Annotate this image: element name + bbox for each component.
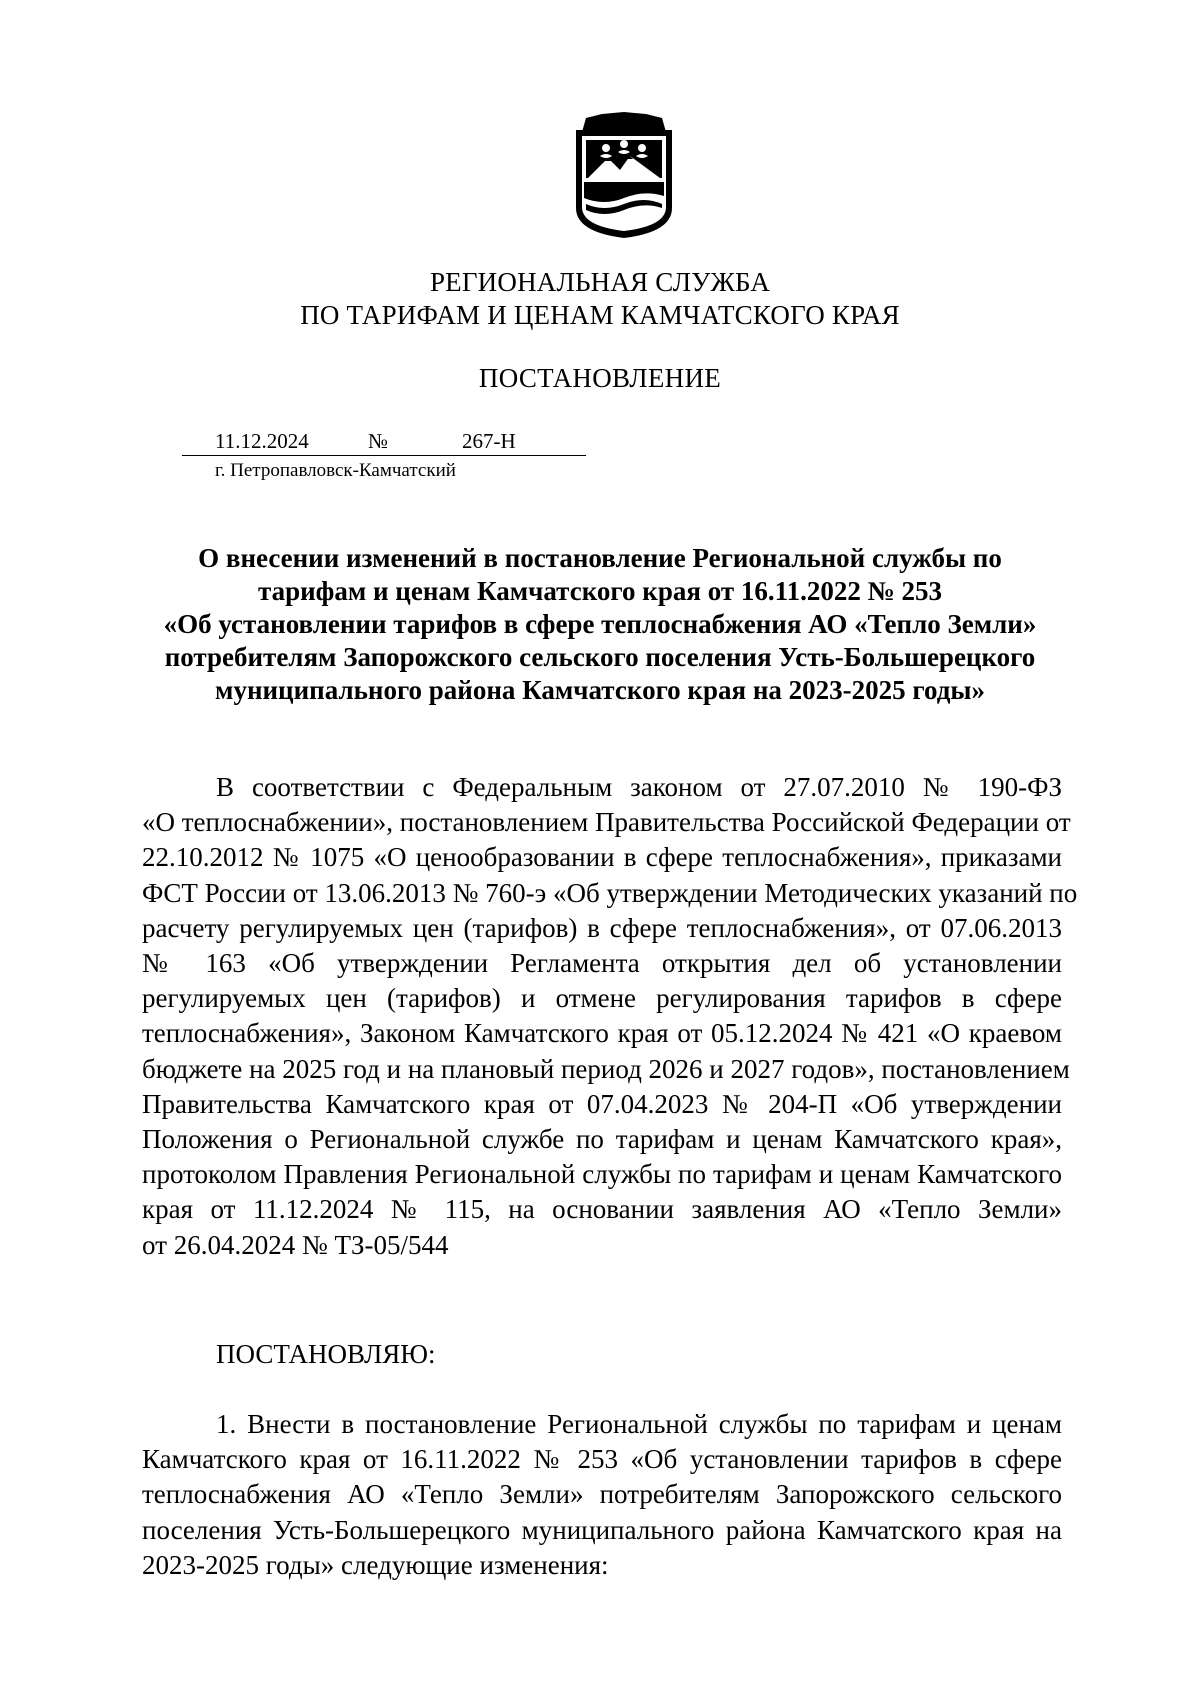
document-date: 11.12.2024: [215, 429, 309, 453]
paragraph-line: от 26.04.2024 № ТЗ-05/544: [142, 1229, 449, 1260]
paragraph-line: «О теплоснабжении», постановлением Правительства Российской Федерации от: [142, 807, 1071, 838]
title-line: О внесении изменений в постановление Региональной службы по: [198, 543, 1002, 573]
paragraph-line: Камчатского края от 16.11.2022 № 253 «Об установлении тарифов в сфере: [142, 1444, 1062, 1475]
title-line: «Об установлении тарифов в сфере теплоснабжения АО «Тепло Земли»: [163, 609, 1037, 639]
paragraph-line: 1. Внести в постановление Региональной службы по тарифам и ценам: [216, 1409, 1062, 1439]
paragraph-line: ФСТ России от 13.06.2013 № 760-э «Об утверждении Методических указаний по: [142, 877, 1078, 908]
document-number: 267-Н: [462, 429, 516, 453]
number-label: №: [368, 429, 389, 453]
paragraph-line: теплоснабжения», Законом Камчатского края от 05.12.2024 № 421 «О краевом: [142, 1018, 1062, 1049]
paragraph-line: теплоснабжения АО «Тепло Земли» потребителям Запорожского сельского: [142, 1479, 1062, 1510]
resolve-heading: ПОСТАНОВЛЯЮ:: [216, 1339, 436, 1369]
title-line: потребителям Запорожского сельского поселения Усть-Большерецкого: [164, 642, 1036, 672]
paragraph-line: 2023-2025 годы» следующие изменения:: [142, 1549, 609, 1580]
title-line: тарифам и ценам Камчатского края от 16.11.2022 № 253: [257, 576, 943, 606]
clause-1-paragraph: [142, 1407, 1062, 1583]
paragraph-line: расчету регулируемых цен (тарифов) в сфере теплоснабжения», от 07.06.2013: [142, 912, 1062, 943]
city-of-issue: г. Петропавловск-Камчатский: [215, 460, 456, 481]
kamchatka-coat-of-arms-icon: [572, 112, 676, 240]
date-number-line: [182, 427, 586, 456]
paragraph-line: В соответствии с Федеральным законом от 27.07.2010 № 190-ФЗ: [216, 772, 1062, 802]
paragraph-line: протоколом Правления Региональной службы по тарифам и ценам Камчатского: [142, 1159, 1062, 1190]
title-line: муниципального района Камчатского края на 2023-2025 годы»: [215, 675, 985, 705]
preamble-paragraph: [142, 770, 1078, 1263]
paragraph-line: 22.10.2012 № 1075 «О ценообразовании в сфере теплоснабжения», приказами: [142, 842, 1062, 873]
paragraph-line: Правительства Камчатского края от 07.04.2023 № 204-П «Об утверждении: [142, 1088, 1062, 1119]
agency-name-line-2: ПО ТАРИФАМ И ЦЕНАМ КАМЧАТСКОГО КРАЯ: [300, 300, 900, 330]
paragraph-line: бюджете на 2025 год и на плановый период 2026 и 2027 годов», постановлением: [142, 1053, 1070, 1084]
paragraph-line: края от 11.12.2024 № 115, на основании заявления АО «Тепло Земли»: [142, 1194, 1062, 1225]
paragraph-line: регулируемых цен (тарифов) и отмене регулирования тарифов в сфере: [142, 983, 1062, 1014]
document-type-heading: ПОСТАНОВЛЕНИЕ: [478, 363, 722, 393]
paragraph-line: Положения о Региональной службе по тарифам и ценам Камчатского края»,: [142, 1124, 1062, 1155]
agency-name-line-1: РЕГИОНАЛЬНАЯ СЛУЖБА: [429, 267, 771, 297]
document-title: [140, 542, 1060, 707]
paragraph-line: № 163 «Об утверждении Регламента открытия дел об установлении: [142, 948, 1062, 979]
paragraph-line: поселения Усть-Большерецкого муниципального района Камчатского края на: [142, 1514, 1062, 1545]
